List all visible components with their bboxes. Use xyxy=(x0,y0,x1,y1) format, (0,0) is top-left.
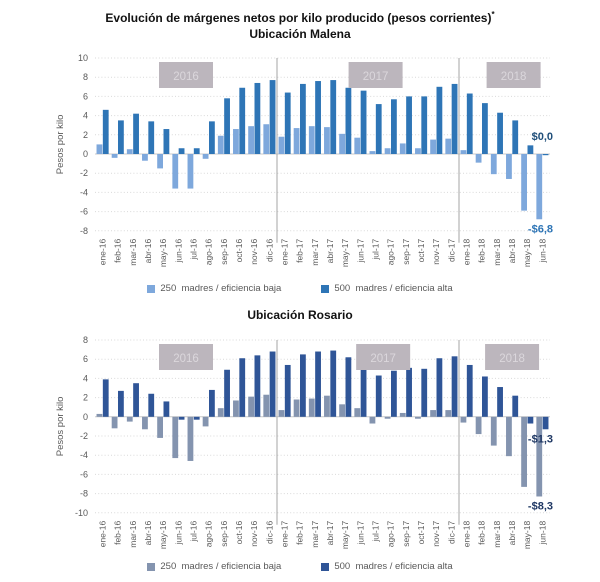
bar xyxy=(506,154,512,179)
bar xyxy=(133,383,139,417)
chart-rosario xyxy=(0,332,600,562)
bar xyxy=(224,98,230,154)
year-band-label: 2017 xyxy=(370,353,396,365)
x-tick-label: abr-18 xyxy=(507,520,518,546)
data-label: -$6,8 xyxy=(527,223,553,236)
bar xyxy=(354,138,360,154)
bar xyxy=(285,365,291,417)
x-tick-label: sep-17 xyxy=(400,520,411,547)
bar xyxy=(385,148,391,154)
bar xyxy=(294,400,300,417)
x-tick-label: abr-16 xyxy=(143,520,154,546)
legend-swatch xyxy=(147,563,155,571)
legend-label: 500 madres / eficiencia alta xyxy=(334,283,453,294)
x-tick-label: may-18 xyxy=(522,238,533,268)
bar xyxy=(188,154,194,189)
bar xyxy=(339,404,345,416)
bar xyxy=(376,376,382,417)
bar xyxy=(406,368,412,417)
x-tick-label: mar-18 xyxy=(491,520,502,548)
legend-item xyxy=(321,283,452,294)
x-tick-label: ago-17 xyxy=(385,520,396,548)
x-tick-label: oct-17 xyxy=(416,520,427,545)
data-label: -$8,3 xyxy=(527,500,553,513)
x-tick-label: mar-16 xyxy=(127,238,138,266)
bar xyxy=(300,354,306,416)
bar xyxy=(376,104,382,154)
bar xyxy=(248,126,254,154)
x-tick-label: jun-16 xyxy=(173,238,184,263)
x-tick-label: jun-18 xyxy=(537,238,548,263)
y-tick-label: 2 xyxy=(82,392,88,403)
y-tick-label: 0 xyxy=(82,149,88,159)
y-tick-label: -6 xyxy=(79,469,88,480)
data-label: -$1,3 xyxy=(527,433,553,446)
x-tick-label: jul-17 xyxy=(370,520,381,542)
bar xyxy=(497,387,503,417)
bar xyxy=(437,358,443,417)
bar xyxy=(203,417,209,427)
y-tick-label: 2 xyxy=(82,129,88,140)
bar xyxy=(361,91,367,154)
bar xyxy=(400,413,406,417)
y-tick-label: -2 xyxy=(79,431,88,441)
figure-title xyxy=(0,10,600,25)
bar xyxy=(452,356,458,416)
legend-item xyxy=(147,561,281,572)
bar xyxy=(300,84,306,154)
legend-label: 250 madres / eficiencia baja xyxy=(160,283,282,294)
bar xyxy=(339,134,345,154)
bar xyxy=(521,417,527,487)
bar xyxy=(218,408,224,417)
x-tick-label: abr-17 xyxy=(325,520,336,546)
legend-swatch xyxy=(321,285,329,293)
y-tick-label: 8 xyxy=(82,335,88,345)
x-tick-label: mar-17 xyxy=(309,238,320,266)
bar xyxy=(406,96,412,154)
bar xyxy=(112,417,118,429)
bar xyxy=(233,400,239,416)
bar xyxy=(528,417,534,424)
x-tick-label: mar-18 xyxy=(491,238,502,266)
bar xyxy=(543,417,549,429)
x-tick-label: nov-16 xyxy=(249,520,260,547)
x-tick-label: oct-16 xyxy=(234,520,245,545)
year-band-label: 2016 xyxy=(173,71,199,83)
x-tick-label: jun-17 xyxy=(355,520,366,545)
x-tick-label: may-16 xyxy=(158,520,169,550)
bar xyxy=(157,154,163,168)
x-tick-label: ene-16 xyxy=(97,520,108,548)
bar xyxy=(233,129,239,154)
bar xyxy=(263,124,269,154)
x-tick-label: ene-17 xyxy=(279,238,290,266)
legend-label: 500 madres / eficiencia alta xyxy=(334,561,453,572)
bar xyxy=(309,399,315,417)
y-axis-title: Pesos por kilo xyxy=(55,114,66,175)
x-tick-label: sep-17 xyxy=(400,238,411,265)
bar xyxy=(294,128,300,154)
bar xyxy=(476,154,482,163)
bar xyxy=(172,154,178,189)
bar xyxy=(172,417,178,458)
bar xyxy=(421,96,427,154)
bar xyxy=(491,417,497,446)
bar xyxy=(491,154,497,174)
x-tick-label: nov-17 xyxy=(431,520,442,547)
bar xyxy=(97,144,103,154)
bar xyxy=(97,414,103,417)
y-tick-label: 8 xyxy=(82,72,88,83)
bar xyxy=(103,110,109,154)
x-tick-label: dic-17 xyxy=(446,520,457,544)
bar xyxy=(370,417,376,424)
y-tick-label: 6 xyxy=(82,91,88,102)
y-tick-label: 6 xyxy=(82,354,88,365)
bar xyxy=(430,410,436,417)
x-tick-label: mar-16 xyxy=(127,520,138,548)
x-tick-label: jun-17 xyxy=(355,238,366,263)
bar xyxy=(148,394,154,417)
figure-title-text: Evolución de márgenes netos por kilo producido (pesos corrientes) xyxy=(105,11,492,25)
x-tick-label: ago-16 xyxy=(203,520,214,548)
bar xyxy=(218,136,224,154)
bar xyxy=(157,417,163,438)
bar xyxy=(370,151,376,154)
bar xyxy=(188,417,194,461)
x-tick-label: sep-16 xyxy=(218,520,229,547)
x-tick-label: abr-16 xyxy=(143,238,154,264)
year-band-label: 2018 xyxy=(500,71,527,83)
x-tick-label: may-18 xyxy=(522,520,533,550)
x-tick-label: jul-16 xyxy=(188,520,199,542)
year-band-label: 2017 xyxy=(362,71,389,83)
x-tick-label: ene-18 xyxy=(461,238,472,266)
legend-item xyxy=(147,283,281,294)
chart-malena-subtitle: Ubicación Malena xyxy=(249,27,351,41)
x-tick-label: feb-17 xyxy=(294,238,305,263)
bar xyxy=(164,129,170,154)
bar xyxy=(476,417,482,434)
y-tick-label: -6 xyxy=(79,206,88,217)
y-tick-label: -8 xyxy=(79,488,88,499)
x-tick-label: abr-17 xyxy=(325,238,336,264)
bar xyxy=(330,80,336,154)
bar xyxy=(415,417,421,419)
x-tick-label: jul-16 xyxy=(188,238,199,260)
bar xyxy=(118,120,124,154)
x-tick-label: oct-17 xyxy=(416,238,427,263)
bar xyxy=(536,154,542,219)
legend-item xyxy=(321,561,452,572)
bar xyxy=(270,80,276,154)
y-tick-label: 10 xyxy=(77,53,88,63)
x-tick-label: jun-16 xyxy=(173,520,184,545)
bar xyxy=(445,410,451,417)
y-tick-label: 0 xyxy=(82,411,88,422)
y-tick-label: 4 xyxy=(82,373,88,384)
y-axis-title: Pesos por kilo xyxy=(55,396,66,457)
year-band-label: 2016 xyxy=(173,353,199,365)
bar xyxy=(543,154,549,155)
y-tick-label: -4 xyxy=(79,187,88,198)
bar xyxy=(506,417,512,456)
bar xyxy=(279,410,285,417)
x-tick-label: jul-17 xyxy=(370,238,381,260)
x-tick-label: may-16 xyxy=(158,238,169,268)
bar xyxy=(285,93,291,154)
legend-label: 250 madres / eficiencia baja xyxy=(160,561,282,572)
x-tick-label: oct-16 xyxy=(234,238,245,263)
bar xyxy=(203,154,209,159)
bar xyxy=(209,121,215,154)
bar xyxy=(164,401,170,416)
bar xyxy=(315,81,321,154)
bar xyxy=(430,140,436,154)
bar xyxy=(309,126,315,154)
x-tick-label: sep-16 xyxy=(218,238,229,265)
chart-rosario-subtitle: Ubicación Rosario xyxy=(247,308,353,322)
footnote-marker: * xyxy=(491,10,495,19)
bar xyxy=(209,390,215,417)
bar xyxy=(391,371,397,417)
bars xyxy=(97,80,549,219)
bar xyxy=(239,358,245,417)
bar xyxy=(421,369,427,417)
y-tick-label: -4 xyxy=(79,450,88,461)
bar xyxy=(179,148,185,154)
bar xyxy=(179,417,185,420)
chart-rosario-legend xyxy=(0,561,600,572)
x-tick-label: nov-16 xyxy=(249,238,260,265)
bar xyxy=(400,143,406,154)
bar xyxy=(497,113,503,154)
chart-malena xyxy=(0,50,600,280)
bar xyxy=(112,154,118,158)
x-tick-label: feb-18 xyxy=(476,520,487,545)
y-tick-label: -2 xyxy=(79,168,88,179)
bar xyxy=(255,355,261,416)
bar xyxy=(142,154,148,161)
bar xyxy=(324,396,330,417)
bar xyxy=(461,417,467,423)
legend-swatch xyxy=(147,285,155,293)
bar xyxy=(528,145,534,154)
chart-malena-legend xyxy=(0,283,600,294)
bar xyxy=(521,154,527,211)
x-tick-label: feb-18 xyxy=(476,238,487,263)
bar xyxy=(315,352,321,417)
bar xyxy=(279,137,285,154)
bar xyxy=(467,365,473,417)
x-tick-label: may-17 xyxy=(340,520,351,550)
bar xyxy=(118,391,124,417)
x-tick-label: nov-17 xyxy=(431,238,442,265)
bar xyxy=(127,417,133,422)
bar xyxy=(248,397,254,417)
bar xyxy=(148,121,154,154)
x-tick-label: ago-16 xyxy=(203,238,214,266)
bar xyxy=(346,88,352,154)
bar xyxy=(324,127,330,154)
x-tick-label: feb-17 xyxy=(294,520,305,545)
y-tick-label: -10 xyxy=(74,507,88,518)
bar xyxy=(482,103,488,154)
bar xyxy=(482,376,488,416)
data-label: $0,0 xyxy=(531,131,553,143)
bar xyxy=(512,120,518,154)
x-tick-label: ago-17 xyxy=(385,238,396,266)
bar xyxy=(239,88,245,154)
bar xyxy=(194,148,200,154)
x-tick-label: ene-18 xyxy=(461,520,472,548)
bar xyxy=(270,352,276,417)
bar xyxy=(224,370,230,417)
bar xyxy=(385,417,391,419)
legend-swatch xyxy=(321,563,329,571)
bar xyxy=(263,395,269,417)
bar xyxy=(415,148,421,154)
bar xyxy=(445,139,451,154)
y-tick-label: 4 xyxy=(82,110,88,121)
bar xyxy=(142,417,148,429)
bar xyxy=(536,417,542,497)
bar xyxy=(346,357,352,417)
y-tick-label: -8 xyxy=(79,225,88,236)
x-tick-label: may-17 xyxy=(340,238,351,268)
x-tick-label: abr-18 xyxy=(507,238,518,264)
bar xyxy=(194,417,200,420)
x-tick-label: feb-16 xyxy=(112,238,123,263)
bar xyxy=(391,99,397,154)
x-tick-label: dic-16 xyxy=(264,238,275,262)
bar xyxy=(255,83,261,154)
x-tick-label: feb-16 xyxy=(112,520,123,545)
bar xyxy=(461,150,467,154)
bar xyxy=(133,114,139,154)
bar xyxy=(512,396,518,417)
x-tick-label: ene-16 xyxy=(97,238,108,266)
bar xyxy=(467,94,473,154)
x-tick-label: ene-17 xyxy=(279,520,290,548)
year-band-label: 2018 xyxy=(499,353,525,365)
x-tick-label: mar-17 xyxy=(309,520,320,548)
x-tick-label: dic-17 xyxy=(446,238,457,262)
bar xyxy=(127,149,133,154)
x-tick-label: dic-16 xyxy=(264,520,275,544)
bar xyxy=(103,379,109,416)
bar xyxy=(330,351,336,417)
bar xyxy=(354,408,360,417)
x-tick-label: jun-18 xyxy=(537,520,548,545)
bar xyxy=(452,84,458,154)
bar xyxy=(437,87,443,154)
